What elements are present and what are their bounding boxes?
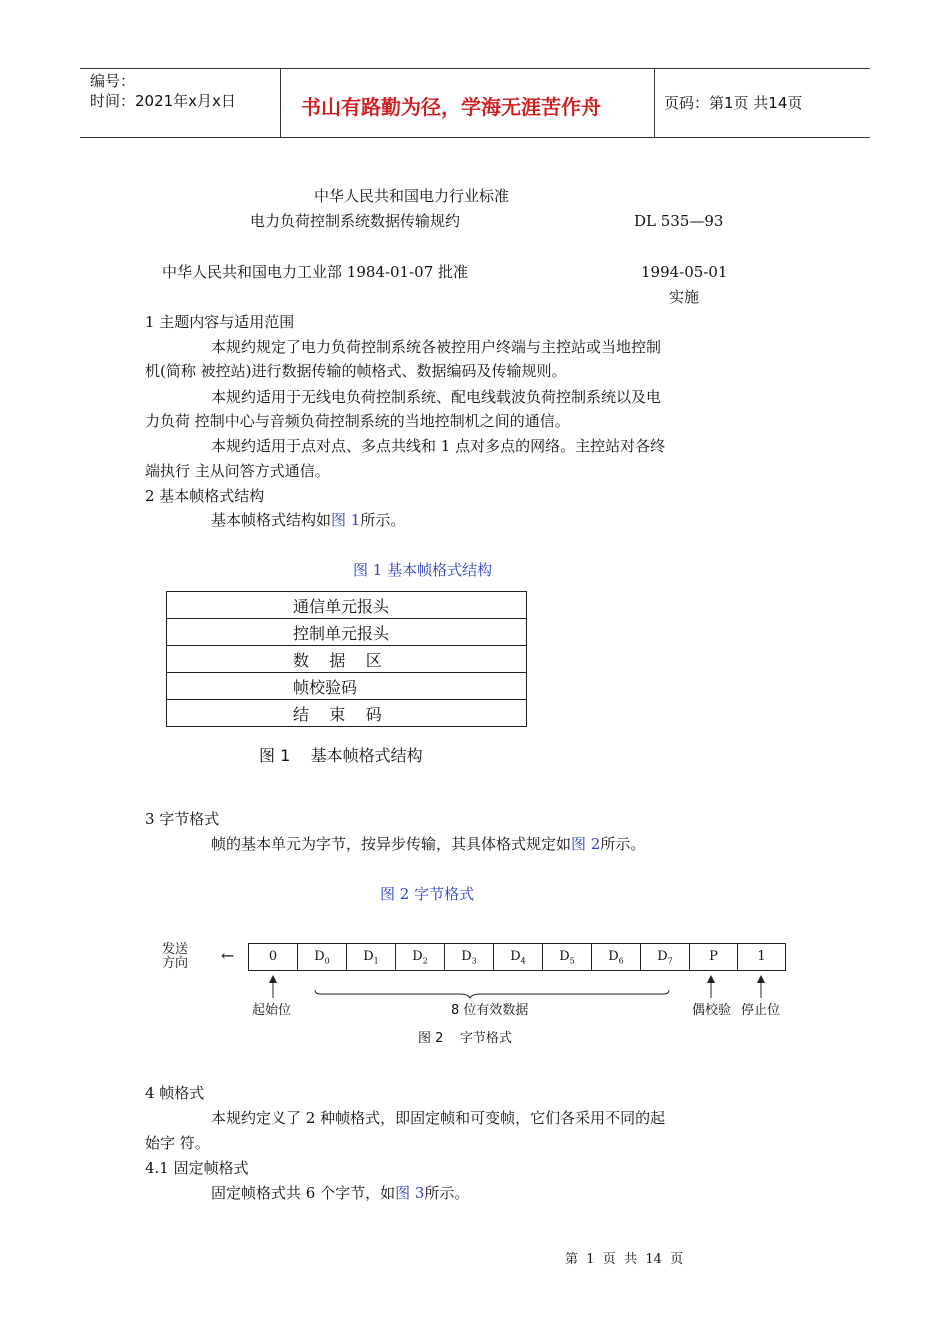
up-arrow-icon [707,975,715,998]
table-cell: 通信单元报头 [167,592,527,619]
direction-line: 方向 [162,956,189,971]
table-row [167,592,527,619]
bit-subscript: 6 [618,956,624,966]
figure-1-title-link[interactable]: 图 1 基本帧格式结构 [353,561,493,579]
direction-line: 发送 [162,942,189,957]
figure-2-link[interactable]: 图 2 [571,835,601,853]
frame-structure-table [166,591,527,727]
number-label: 编号： [90,72,136,90]
document-title: 电力负荷控制系统数据传输规约 [250,212,461,230]
bit-label: D [314,949,325,964]
bit-label: D [412,949,423,964]
bit-label: D [510,949,521,964]
data-bits-label: 8 位有效数据 [451,1003,529,1018]
paragraph-line: 本规约适用于点对点、多点共线和 1 点对多点的网络。主控站对各终 [211,437,666,455]
bit-cell [542,943,592,971]
header-page-cell [654,69,870,137]
paragraph-line: 本规约适用于无线电负荷控制系统、配电线载波负荷控制系统以及电 [211,388,662,406]
section-3-heading: 3 字节格式 [145,810,220,828]
paragraph-text: 所示。 [424,1184,470,1202]
paragraph-text: 基本帧格式结构如 [211,511,332,529]
start-bit-label: 起始位 [252,1003,292,1018]
left-arrow-icon: ← [221,946,235,965]
paragraph-line [211,1183,469,1203]
up-arrow-icon [269,975,277,998]
table-cell: 帧校验码 [167,673,527,700]
bit-label: 0 [268,949,278,964]
bit-label: D [608,949,619,964]
section-4-1-heading: 4.1 固定帧格式 [145,1159,249,1177]
bit-label: P [709,949,718,964]
paragraph-line: 机(简称 被控站)进行数据传输的帧格式、数据编码及传输规则。 [145,362,567,380]
up-arrow-icon [757,975,765,998]
effective-word: 实施 [669,288,700,306]
bit-subscript: 4 [520,956,526,966]
figure-2-caption: 图 2 字节格式 [418,1031,512,1046]
figure-1-link[interactable]: 图 1 [331,511,361,529]
bit-cell [591,943,641,971]
bit-cell [444,943,494,971]
bit-subscript: 7 [667,956,673,966]
table-row [167,700,527,727]
standard-title: 中华人民共和国电力行业标准 [314,187,510,205]
time-label: 时间：2021年x月x日 [90,92,236,110]
paragraph-text: 所示。 [360,511,406,529]
paragraph-line: 本规约规定了电力负荷控制系统各被控用户终端与主控站或当地控制 [211,338,662,356]
bit-label: D [559,949,570,964]
paragraph-text: 所示。 [600,835,646,853]
motto: 书山有路勤为径，学海无涯苦作舟 [301,95,601,119]
parity-bit-label: 偶校验 [692,1003,732,1018]
bit-cell [737,943,786,971]
paragraph-text: 帧的基本单元为字节，按异步传输，其具体格式规定如 [211,835,572,853]
bit-subscript: 3 [471,956,477,966]
page-footer: 第 1 页 共 14 页 [565,1252,684,1267]
data-bits-brace [315,990,669,998]
page-header [80,68,870,138]
table-cell: 数 据 区 [167,646,527,673]
figure-2-title-link[interactable]: 图 2 字节格式 [380,885,475,903]
paragraph-line: 本规约定义了 2 种帧格式，即固定帧和可变帧，它们各采用不同的起 [211,1109,666,1127]
bit-cell [346,943,396,971]
bit-cell [395,943,445,971]
table-cell: 结 束 码 [167,700,527,727]
bit-label: D [657,949,668,964]
section-4-heading: 4 帧格式 [145,1084,205,1102]
bit-cell [297,943,347,971]
bit-subscript: 1 [373,956,379,966]
bit-label: D [363,949,374,964]
table-row [167,646,527,673]
paragraph-line: 力负荷 控制中心与音频负荷控制系统的当地控制机之间的通信。 [145,412,570,430]
figure-1-caption: 图 1 基本帧格式结构 [259,746,423,765]
bit-cell [248,943,298,971]
bit-subscript: 2 [422,956,428,966]
section-2-heading: 2 基本帧格式结构 [145,487,265,505]
paragraph-text: 固定帧格式共 6 个字节，如 [211,1184,396,1202]
bit-label: 1 [757,949,766,964]
paragraph-line: 端执行 主从问答方式通信。 [145,462,330,480]
paragraph-line [211,510,405,530]
table-row [167,619,527,646]
bit-cell [493,943,543,971]
bit-cell [640,943,690,971]
bit-subscript: 0 [324,956,330,966]
stop-bit-label: 停止位 [741,1003,781,1018]
document-code: DL 535—93 [634,212,724,230]
section-1-heading: 1 主题内容与适用范围 [145,313,295,331]
figure-3-link[interactable]: 图 3 [395,1184,425,1202]
header-motto-cell [280,69,655,137]
bit-subscript: 5 [569,956,575,966]
effective-date: 1994-05-01 [641,263,728,281]
paragraph-line: 始字 符。 [145,1134,210,1152]
header-meta [80,69,280,137]
table-cell: 控制单元报头 [167,619,527,646]
direction-label [162,943,188,971]
bit-label: D [461,949,472,964]
header-page-info: 页码：第1页 共14页 [664,94,803,112]
table-row [167,673,527,700]
approval-line: 中华人民共和国电力工业部 1984-01-07 批准 [162,263,469,281]
bit-cell [689,943,738,971]
paragraph-line [211,834,645,854]
byte-annotations [240,974,800,1000]
